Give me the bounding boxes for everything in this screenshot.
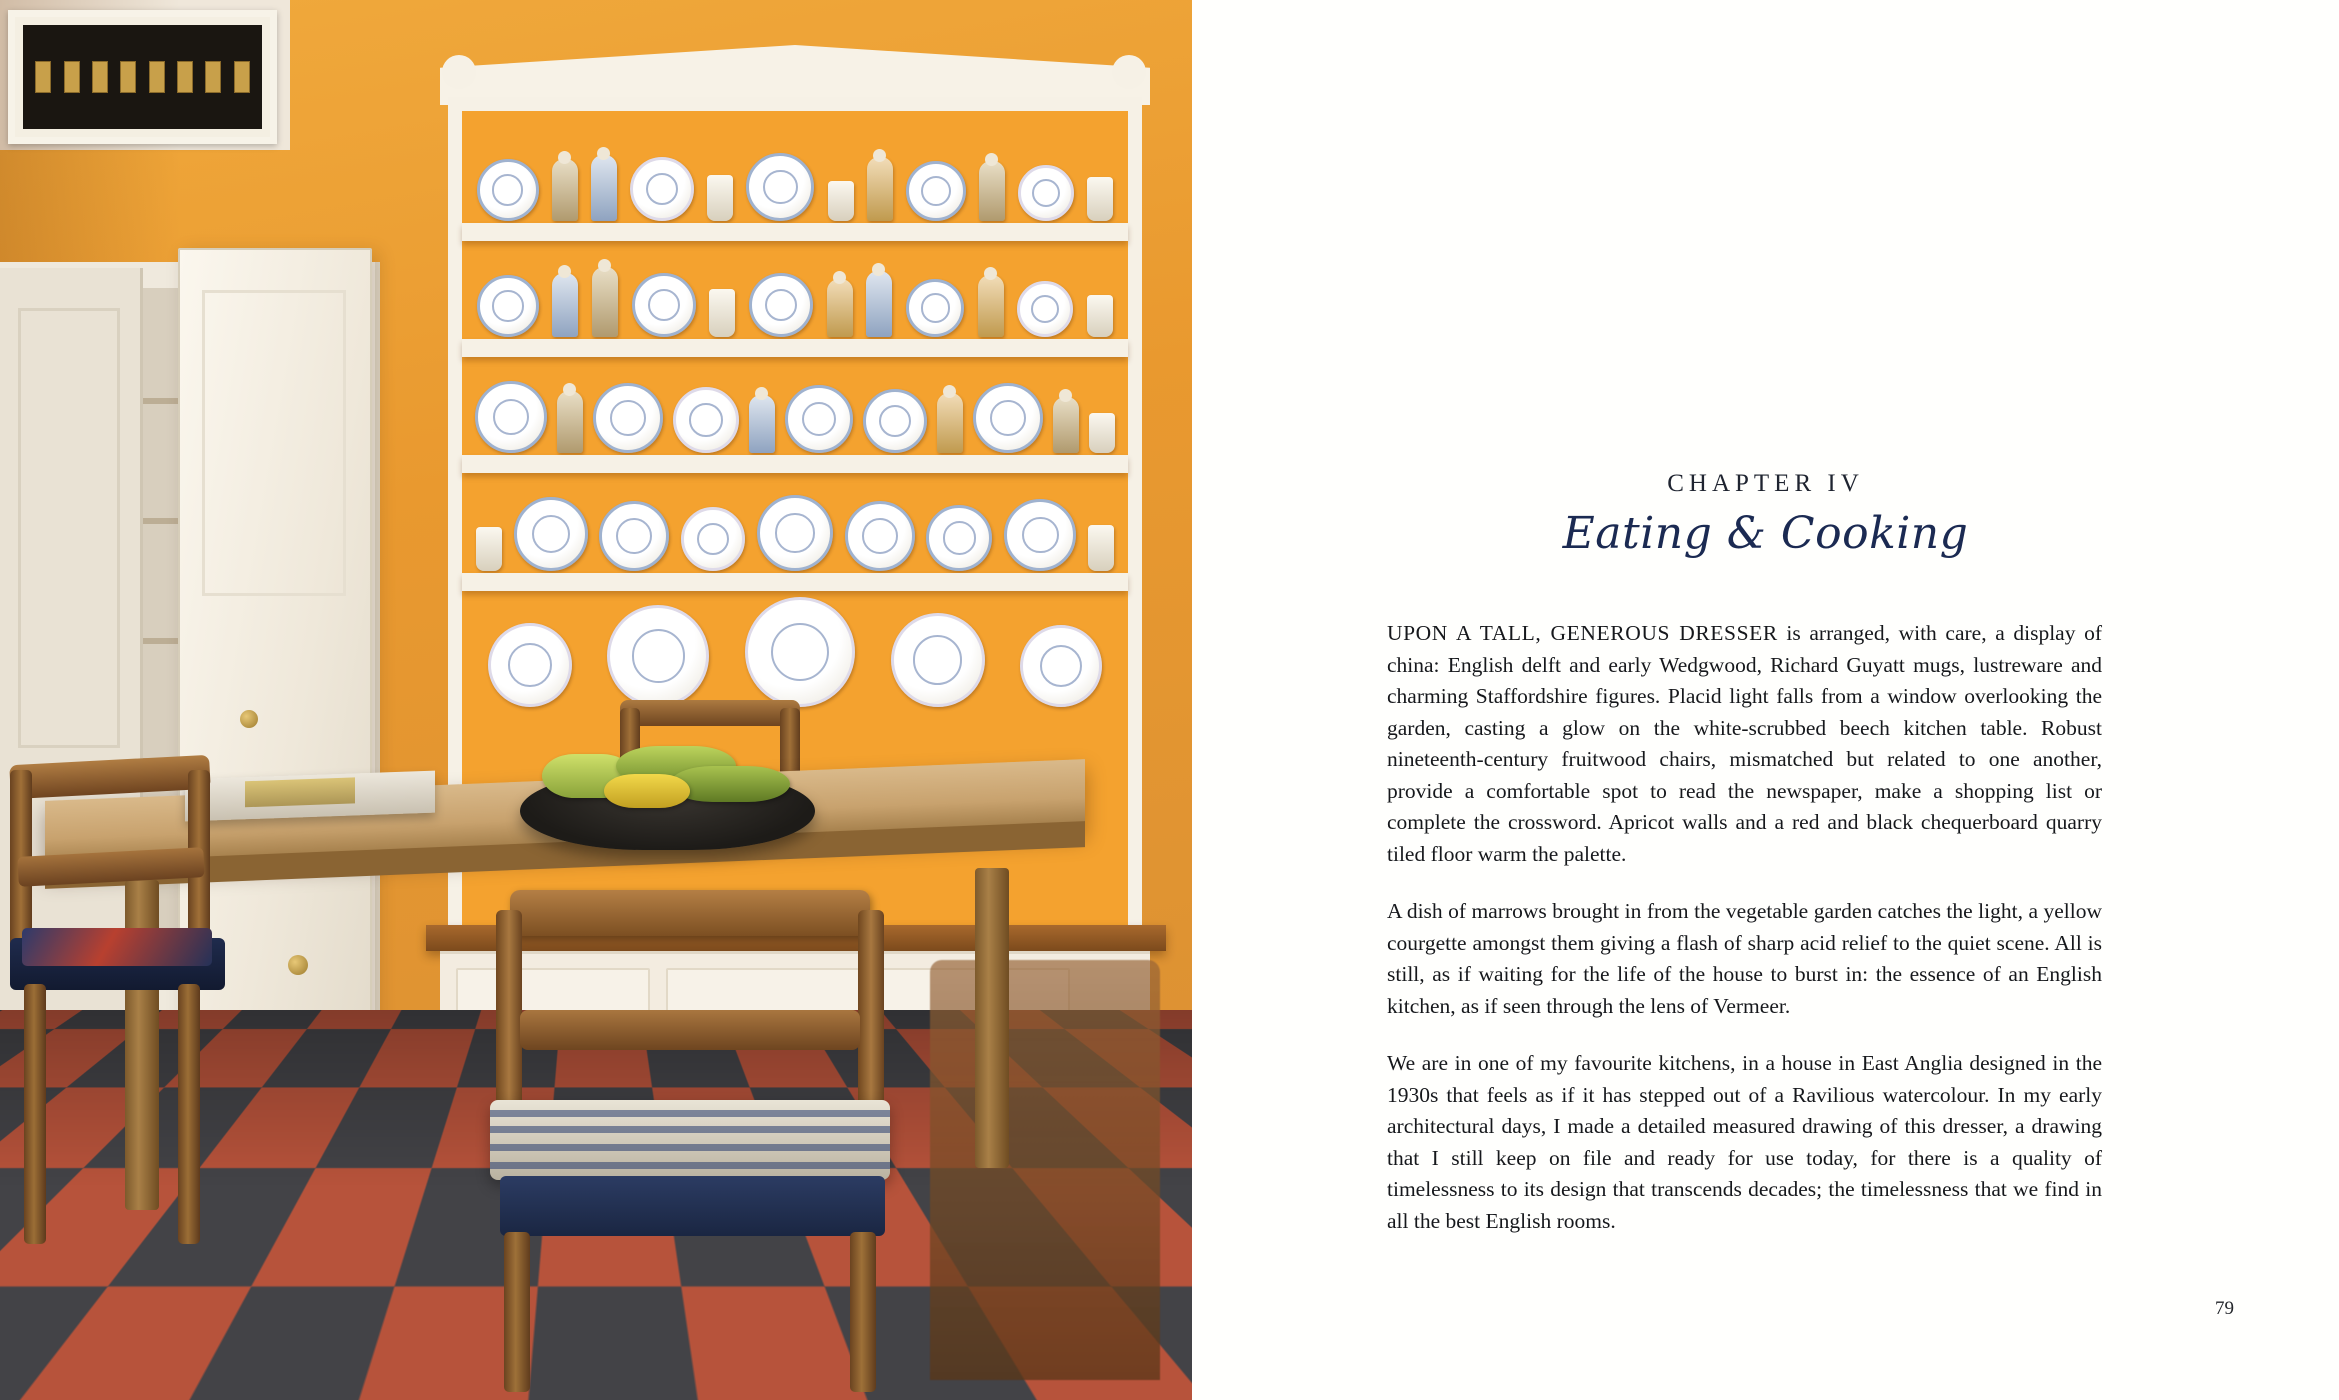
china-shelf-row-1: [470, 125, 1120, 221]
text-page: [1192, 0, 2339, 1400]
door-knob-icon: [288, 955, 308, 975]
side-chair: [10, 760, 225, 1380]
page-number: 79: [2215, 1298, 2234, 1319]
chapter-title: Eating & Cooking: [1562, 508, 1969, 559]
framed-picture-artwork: [23, 25, 262, 129]
dresser-pediment: [440, 45, 1150, 105]
dresser-shelf-3: [462, 455, 1128, 473]
paragraph-1: [1387, 618, 2102, 870]
china-shelf-row-2: [470, 241, 1120, 337]
paragraph-2: A dish of marrows brought in from the vegetable garden catches the light, a yellow courgette amongst them giving a flash of sharp acid relief to the quiet scene. All is still, as if waiting for the life of the house to burst in: the essence of an English kitchen, as if seen through the lens of Vermeer.: [1387, 899, 2102, 1018]
dresser-shelf-2: [462, 339, 1128, 357]
marrow-bowl: [520, 772, 815, 850]
door-knob-secondary-icon: [240, 710, 258, 728]
chapter-label: CHAPTER IV: [1667, 470, 1864, 497]
china-shelf-row-4: [470, 473, 1120, 571]
dresser-shelf-1: [462, 223, 1128, 241]
armchair: [480, 890, 900, 1395]
paragraph-1-body: is arranged, with care, a display of china: English delft and early Wedgwood, Richard Guyatt mugs, lustreware and charming Staffordshire figures. Placid light falls from a window overlooking the garden, casting a glow on the white-scrubbed beech kitchen table. Robust nineteenth-century fruitwood chairs, mismatched but related to one another, provide a comfortable spot to read the newspaper, make a shopping list or complete the crossword. Apricot walls and a red and black chequerboard quarry tiled floor warm the palette.: [1387, 621, 2102, 866]
paragraph-3: We are in one of my favourite kitchens, in a house in East Anglia designed in the 1930s that feels as if it has stepped out of a Ravilious watercolour. In my early architectural days, I made a detailed measured drawing of this dresser, a drawing that I still keep on file and ready for use today, for there is a quality of timelessness to its design that transcends decades; the timelessness that we find in all the best English rooms.: [1387, 1051, 2102, 1233]
far-chair: [930, 960, 1160, 1380]
china-shelf-row-5: [470, 597, 1120, 707]
pediment-ball-left: [442, 55, 476, 89]
body-text: [1387, 618, 2102, 1263]
pediment-ball-right: [1112, 55, 1146, 89]
paragraph-1-lead-in: UPON A TALL, GENEROUS DRESSER: [1387, 621, 1778, 645]
dresser-shelf-4: [462, 573, 1128, 591]
framed-picture: [8, 10, 277, 144]
table-leg-right: [975, 868, 1009, 1168]
china-shelf-row-3: [470, 357, 1120, 453]
